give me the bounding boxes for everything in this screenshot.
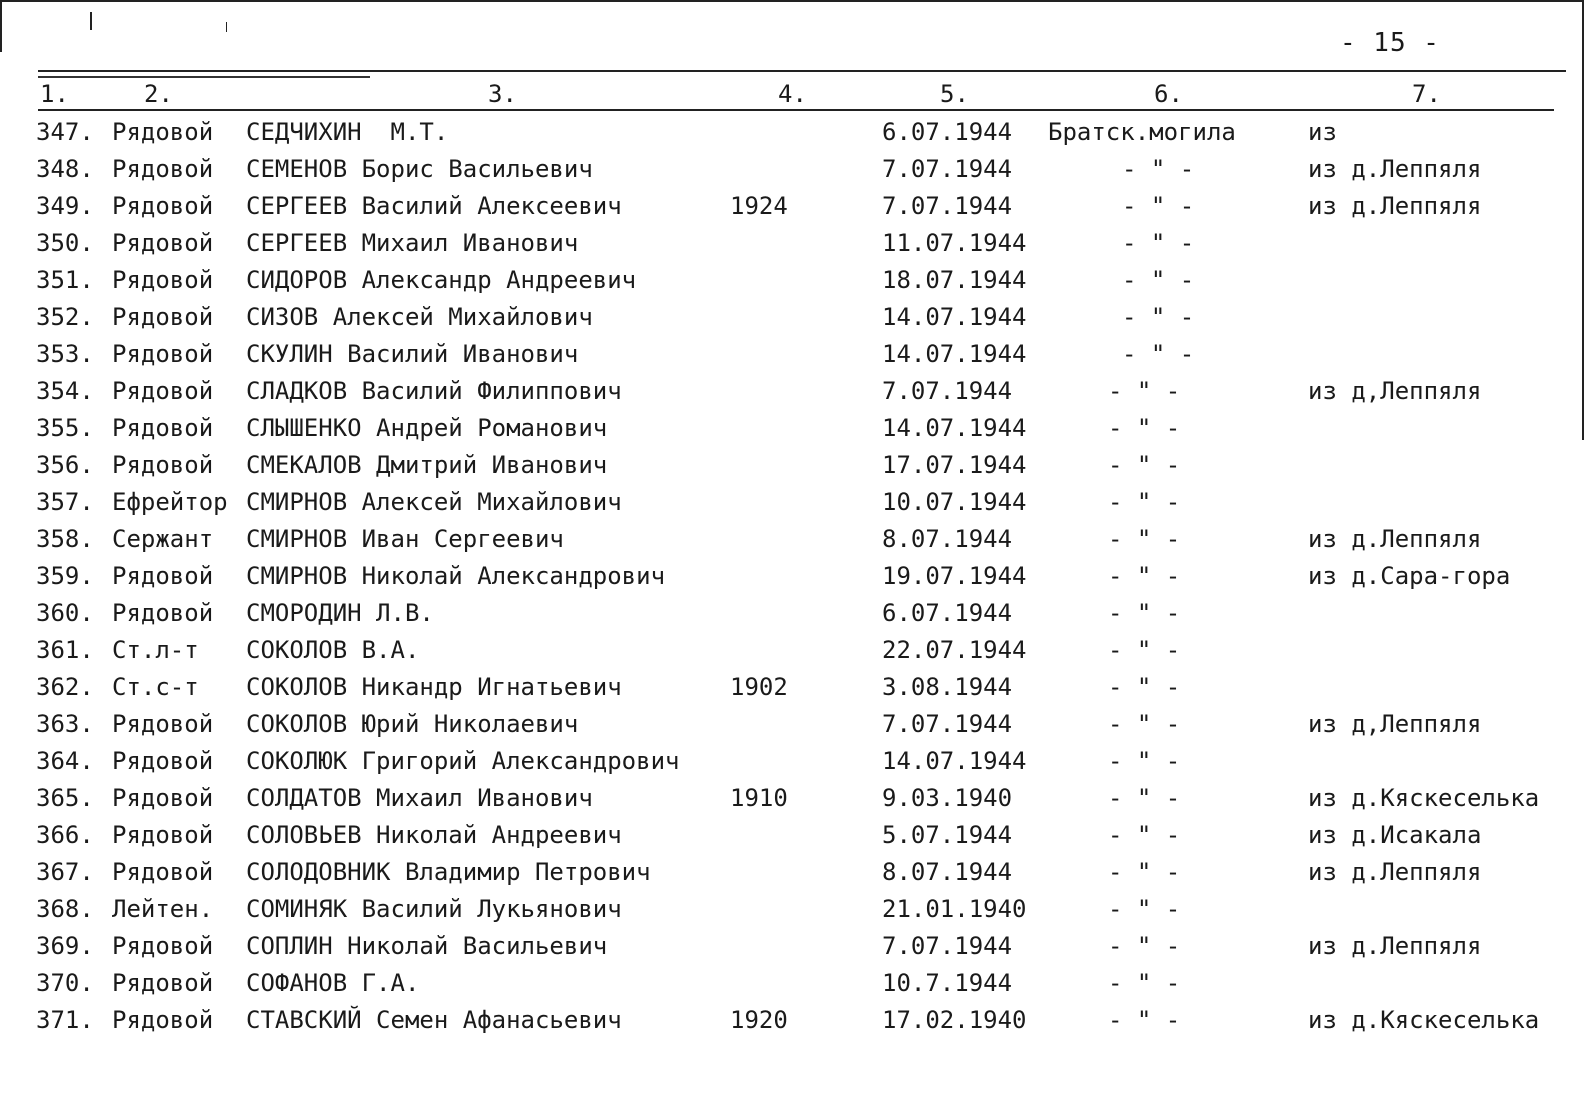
rank: Рядовой: [112, 821, 214, 849]
table-row: [0, 451, 1584, 488]
table-row: [0, 821, 1584, 858]
burial-place: - " -: [1122, 303, 1195, 331]
burial-place: - " -: [1108, 525, 1181, 553]
table-row: [0, 858, 1584, 895]
death-date: 18.07.1944: [882, 266, 1027, 294]
full-name: СОКОЛОВ Никандр Игнатьевич: [246, 673, 622, 701]
death-date: 19.07.1944: [882, 562, 1027, 590]
table-row: [0, 229, 1584, 266]
table-row: [0, 932, 1584, 969]
rank: Рядовой: [112, 266, 214, 294]
record-number: 371.: [36, 1006, 94, 1034]
rank: Рядовой: [112, 229, 214, 257]
burial-place: - " -: [1122, 155, 1195, 183]
death-date: 11.07.1944: [882, 229, 1027, 257]
death-date: 14.07.1944: [882, 303, 1027, 331]
scan-mark: [90, 12, 92, 30]
death-date: 6.07.1944: [882, 118, 1013, 146]
rank: Рядовой: [112, 340, 214, 368]
record-number: 349.: [36, 192, 94, 220]
burial-place: - " -: [1108, 599, 1181, 627]
origin-note: из д.Леппяля: [1308, 525, 1482, 553]
burial-place: - " -: [1122, 192, 1195, 220]
origin-note: из д.Леппяля: [1308, 155, 1482, 183]
death-date: 10.7.1944: [882, 969, 1013, 997]
record-number: 368.: [36, 895, 94, 923]
record-number: 352.: [36, 303, 94, 331]
rank: Рядовой: [112, 858, 214, 886]
burial-place: - " -: [1108, 710, 1181, 738]
table-row: [0, 377, 1584, 414]
full-name: СМИРНОВ Иван Сергеевич: [246, 525, 564, 553]
death-date: 7.07.1944: [882, 377, 1013, 405]
record-number: 351.: [36, 266, 94, 294]
full-name: СЕРГЕЕВ Михаил Иванович: [246, 229, 579, 257]
full-name: СОЛОВЬЕВ Николай Андреевич: [246, 821, 622, 849]
rank: Рядовой: [112, 969, 214, 997]
burial-place: - " -: [1108, 821, 1181, 849]
column-header-1: 1.: [40, 80, 69, 108]
origin-note: из д.Леппяля: [1308, 192, 1482, 220]
table-row: [0, 340, 1584, 377]
origin-note: из д.Сара-гора: [1308, 562, 1511, 590]
burial-place: - " -: [1122, 229, 1195, 257]
burial-place: - " -: [1122, 340, 1195, 368]
record-number: 363.: [36, 710, 94, 738]
full-name: СОФАНОВ Г.А.: [246, 969, 420, 997]
table-row: [0, 266, 1584, 303]
full-name: СОЛОДОВНИК Владимир Петрович: [246, 858, 651, 886]
table-row: [0, 747, 1584, 784]
death-date: 14.07.1944: [882, 414, 1027, 442]
birth-year: 1902: [730, 673, 788, 701]
death-date: 5.07.1944: [882, 821, 1013, 849]
table-row: [0, 673, 1584, 710]
record-number: 357.: [36, 488, 94, 516]
burial-place: - " -: [1108, 636, 1181, 664]
full-name: СИЗОВ Алексей Михайлович: [246, 303, 593, 331]
full-name: СОЛДАТОВ Михаил Иванович: [246, 784, 593, 812]
record-number: 367.: [36, 858, 94, 886]
death-date: 17.07.1944: [882, 451, 1027, 479]
origin-note: из д.Леппяля: [1308, 932, 1482, 960]
full-name: СОПЛИН Николай Васильевич: [246, 932, 608, 960]
record-number: 353.: [36, 340, 94, 368]
burial-place: - " -: [1122, 266, 1195, 294]
death-date: 22.07.1944: [882, 636, 1027, 664]
record-number: 366.: [36, 821, 94, 849]
full-name: СКУЛИН Василий Иванович: [246, 340, 579, 368]
table-row: [0, 1006, 1584, 1043]
birth-year: 1924: [730, 192, 788, 220]
origin-note: из д.Леппяля: [1308, 858, 1482, 886]
rank: Рядовой: [112, 599, 214, 627]
death-date: 7.07.1944: [882, 710, 1013, 738]
record-number: 358.: [36, 525, 94, 553]
origin-note: из: [1308, 118, 1337, 146]
origin-note: из д.Исакала: [1308, 821, 1482, 849]
table-row: [0, 155, 1584, 192]
death-date: 17.02.1940: [882, 1006, 1027, 1034]
death-date: 8.07.1944: [882, 858, 1013, 886]
table-row: [0, 784, 1584, 821]
record-number: 360.: [36, 599, 94, 627]
full-name: СМИРНОВ Алексей Михайлович: [246, 488, 622, 516]
record-number: 364.: [36, 747, 94, 775]
burial-place: - " -: [1108, 414, 1181, 442]
full-name: СИДОРОВ Александр Андреевич: [246, 266, 637, 294]
record-number: 347.: [36, 118, 94, 146]
column-header-6: 6.: [1154, 80, 1183, 108]
full-name: СЕМЕНОВ Борис Васильевич: [246, 155, 593, 183]
death-date: 7.07.1944: [882, 932, 1013, 960]
full-name: СТАВСКИЙ Семен Афанасьевич: [246, 1006, 622, 1034]
death-date: 14.07.1944: [882, 747, 1027, 775]
full-name: СОМИНЯК Василий Лукьянович: [246, 895, 622, 923]
header-rule-top: [38, 70, 1566, 72]
burial-place: - " -: [1108, 858, 1181, 886]
birth-year: 1920: [730, 1006, 788, 1034]
page-edge-top: [0, 0, 1584, 2]
scan-mark: [226, 22, 227, 32]
burial-place: - " -: [1108, 377, 1181, 405]
record-number: 365.: [36, 784, 94, 812]
record-number: 362.: [36, 673, 94, 701]
burial-place: - " -: [1108, 673, 1181, 701]
death-date: 6.07.1944: [882, 599, 1013, 627]
burial-place: - " -: [1108, 1006, 1181, 1034]
rank: Рядовой: [112, 414, 214, 442]
burial-place: - " -: [1108, 932, 1181, 960]
table-row: [0, 710, 1584, 747]
death-date: 8.07.1944: [882, 525, 1013, 553]
rank: Ст.с-т: [112, 673, 199, 701]
rank: Рядовой: [112, 192, 214, 220]
rank: Рядовой: [112, 303, 214, 331]
full-name: СЛЫШЕНКО Андрей Романович: [246, 414, 608, 442]
table-row: [0, 488, 1584, 525]
burial-place: - " -: [1108, 562, 1181, 590]
column-header-4: 4.: [778, 80, 807, 108]
burial-place: - " -: [1108, 488, 1181, 516]
table-row: [0, 895, 1584, 932]
rank: Ефрейтор: [112, 488, 228, 516]
table-row: [0, 969, 1584, 1006]
column-header-5: 5.: [940, 80, 969, 108]
burial-place: - " -: [1108, 969, 1181, 997]
record-number: 355.: [36, 414, 94, 442]
record-number: 348.: [36, 155, 94, 183]
record-number: 350.: [36, 229, 94, 257]
full-name: СМОРОДИН Л.В.: [246, 599, 434, 627]
table-row: [0, 192, 1584, 229]
death-date: 3.08.1944: [882, 673, 1013, 701]
rank: Сержант: [112, 525, 214, 553]
death-date: 21.01.1940: [882, 895, 1027, 923]
death-date: 10.07.1944: [882, 488, 1027, 516]
record-number: 361.: [36, 636, 94, 664]
full-name: СЕДЧИХИН М.Т.: [246, 118, 449, 146]
table-row: [0, 562, 1584, 599]
column-header-3: 3.: [488, 80, 517, 108]
origin-note: из д.Кяскеселька: [1308, 784, 1540, 812]
page-number: - 15 -: [1340, 28, 1440, 58]
rank: Рядовой: [112, 784, 214, 812]
header-rule-bottom: [38, 109, 1554, 111]
burial-place: Братск.могила: [1048, 118, 1236, 146]
full-name: СЕРГЕЕВ Василий Алексеевич: [246, 192, 622, 220]
death-date: 7.07.1944: [882, 192, 1013, 220]
table-row: [0, 414, 1584, 451]
full-name: СМЕКАЛОВ Дмитрий Иванович: [246, 451, 608, 479]
origin-note: из д.Кяскеселька: [1308, 1006, 1540, 1034]
column-header-7: 7.: [1412, 80, 1441, 108]
rank: Рядовой: [112, 451, 214, 479]
full-name: СОКОЛЮК Григорий Александрович: [246, 747, 680, 775]
rank: Рядовой: [112, 562, 214, 590]
birth-year: 1910: [730, 784, 788, 812]
rank: Рядовой: [112, 710, 214, 738]
rank: Рядовой: [112, 155, 214, 183]
header-rule-short: [38, 76, 370, 78]
full-name: СОКОЛОВ Юрий Николаевич: [246, 710, 579, 738]
rank: Рядовой: [112, 118, 214, 146]
table-row: [0, 525, 1584, 562]
table-row: [0, 118, 1584, 155]
table-row: [0, 599, 1584, 636]
full-name: СМИРНОВ Николай Александрович: [246, 562, 666, 590]
burial-place: - " -: [1108, 895, 1181, 923]
full-name: СОКОЛОВ В.А.: [246, 636, 420, 664]
page-edge-left: [0, 0, 2, 52]
rank: Лейтен.: [112, 895, 214, 923]
rank: Рядовой: [112, 747, 214, 775]
rank: Ст.л-т: [112, 636, 199, 664]
record-number: 354.: [36, 377, 94, 405]
record-number: 369.: [36, 932, 94, 960]
origin-note: из д,Леппяля: [1308, 710, 1482, 738]
record-number: 359.: [36, 562, 94, 590]
burial-place: - " -: [1108, 451, 1181, 479]
death-date: 14.07.1944: [882, 340, 1027, 368]
burial-place: - " -: [1108, 784, 1181, 812]
column-header-2: 2.: [144, 80, 173, 108]
table-row: [0, 303, 1584, 340]
record-number: 370.: [36, 969, 94, 997]
record-number: 356.: [36, 451, 94, 479]
death-date: 9.03.1940: [882, 784, 1013, 812]
death-date: 7.07.1944: [882, 155, 1013, 183]
table-row: [0, 636, 1584, 673]
origin-note: из д,Леппяля: [1308, 377, 1482, 405]
rank: Рядовой: [112, 932, 214, 960]
rank: Рядовой: [112, 1006, 214, 1034]
burial-place: - " -: [1108, 747, 1181, 775]
rank: Рядовой: [112, 377, 214, 405]
full-name: СЛАДКОВ Василий Филиппович: [246, 377, 622, 405]
